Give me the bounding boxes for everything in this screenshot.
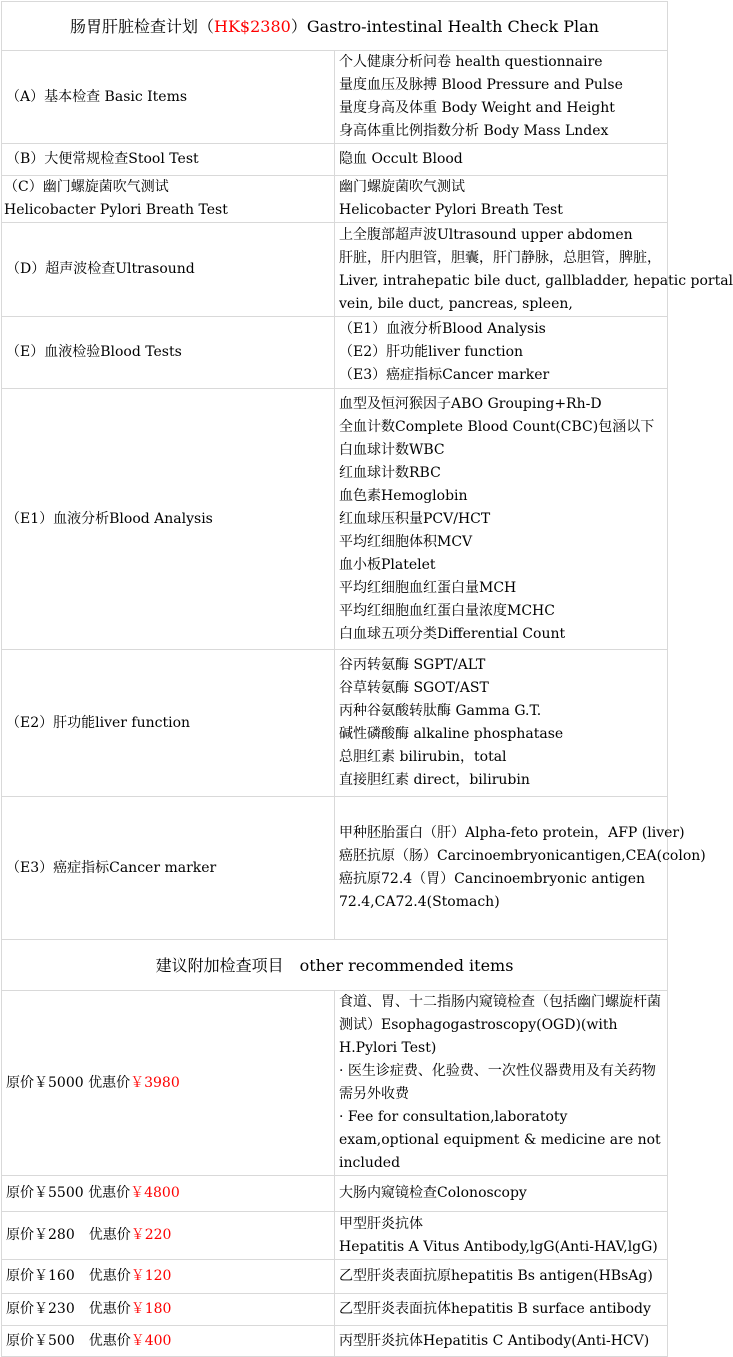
- original-price: 原价￥5500 优惠价: [6, 1185, 131, 1201]
- list-item: vein, bile duct, pancreas, spleen,: [339, 295, 573, 312]
- list-item: 甲型肝炎抗体: [339, 1215, 423, 1232]
- row-items: [335, 1326, 668, 1357]
- list-item: 全血计数Complete Blood Count(CBC)包涵以下: [339, 418, 655, 435]
- list-item: 量度血压及脉搏 Blood Pressure and Pulse: [339, 77, 623, 93]
- row-label: （B）大便常规检查Stool Test: [2, 144, 335, 176]
- row-label: （E1）血液分析Blood Analysis: [2, 389, 335, 650]
- table-row: [2, 176, 668, 223]
- price-cell: [2, 1212, 335, 1260]
- list-item: 直接胆红素 direct，bilirubin: [339, 772, 530, 788]
- list-item: （E3）癌症指标Cancer marker: [339, 367, 550, 383]
- list-item: 血色素Hemoglobin: [339, 487, 468, 504]
- list-item: 红血球计数RBC: [339, 464, 441, 481]
- list-item: · 医生诊症费、化验费、一次性仪器费用及有关药物需另外收费: [339, 1063, 656, 1102]
- list-item: 谷丙转氨酶 SGPT/ALT: [339, 657, 486, 673]
- table-row: [2, 650, 668, 797]
- price-cell: [2, 1260, 335, 1294]
- list-item: 上全腹部超声波Ultrasound upper abdomen: [339, 226, 633, 243]
- list-item: Helicobacter Pylori Breath Test: [339, 202, 563, 218]
- price-cell: [2, 1294, 335, 1326]
- list-item: 白血球计数WBC: [339, 441, 445, 458]
- plan-table: [1, 1, 733, 1357]
- other-items-heading: 建议附加检查项目 other recommended items: [2, 940, 668, 991]
- row-items: [335, 1260, 668, 1294]
- row-items: [335, 1176, 668, 1212]
- row-items: [335, 389, 668, 650]
- row-items: [335, 144, 668, 176]
- list-item: 肝脏，肝内胆管，胆囊，肝门静脉，总胆管，脾脏，: [339, 249, 661, 266]
- sale-price: ￥220: [130, 1227, 172, 1243]
- row-items: [335, 1212, 668, 1260]
- list-item: 平均红细胞血红蛋白量MCH: [339, 579, 517, 596]
- row-items: [335, 51, 668, 144]
- table-row: [2, 1176, 668, 1212]
- sale-price: ￥120: [130, 1268, 172, 1284]
- list-item: Hepatitis A Vitus Antibody,lgG(Anti-HAV,lgG): [339, 1238, 658, 1255]
- list-item: 乙型肝炎表面抗体hepatitis B surface antibody: [339, 1301, 651, 1317]
- plan-title: 肠胃肝脏检查计划（HK$2380）Gastro-intestinal Health Check Plan: [2, 2, 668, 51]
- table-row: [2, 51, 668, 144]
- list-item: 总胆红素 bilirubin，total: [339, 749, 507, 765]
- list-item: Liver, intrahepatic bile duct, gallbladder, hepatic portal: [339, 272, 733, 289]
- price-cell: [2, 1176, 335, 1212]
- table-row: [2, 317, 668, 389]
- row-label: （E2）肝功能liver function: [2, 650, 335, 797]
- list-item: 癌抗原72.4（胃）Cancinoembryonic antigen: [339, 871, 646, 887]
- sale-price: ￥400: [130, 1332, 172, 1349]
- list-item: · Fee for consultation,laboratoty exam,optional equipment & medicine are not included: [339, 1109, 661, 1171]
- row-label: （E）血液检验Blood Tests: [2, 317, 335, 389]
- original-price: 原价￥160 优惠价: [6, 1268, 131, 1284]
- list-item: 大肠内窥镜检查Colonoscopy: [339, 1185, 527, 1201]
- list-item: 红血球压积量PCV/HCT: [339, 510, 491, 527]
- row-items: [335, 797, 706, 940]
- list-item: 癌胚抗原（肠）Carcinoembryonicantigen,CEA(colon): [339, 848, 706, 864]
- row-items: [335, 991, 668, 1176]
- list-item: 量度身高及体重 Body Weight and Height: [339, 100, 615, 116]
- list-item: 72.4,CA72.4(Stomach): [339, 894, 500, 910]
- sale-price: ￥4800: [130, 1185, 180, 1201]
- row-label: （A）基本检查 Basic Items: [2, 51, 335, 144]
- list-item: 个人健康分析问卷 health questionnaire: [339, 54, 603, 70]
- sale-price: ￥180: [130, 1301, 172, 1317]
- list-item: 血小板Platelet: [339, 556, 436, 573]
- table-row: [2, 1212, 668, 1260]
- table-row: [2, 389, 668, 650]
- sale-price: ￥3980: [130, 1074, 180, 1091]
- table-row: [2, 1326, 668, 1357]
- table-row: [2, 1260, 668, 1294]
- list-item: 丙种谷氨酸转肽酶 Gamma G.T.: [339, 703, 542, 719]
- price-cell: [2, 1326, 335, 1357]
- list-item: 碱性磷酸酶 alkaline phosphatase: [339, 726, 564, 742]
- original-price: 原价￥280 优惠价: [6, 1227, 131, 1243]
- plan-price: HK$2380: [214, 16, 291, 36]
- list-item: （E1）血液分析Blood Analysis: [339, 321, 546, 337]
- list-item: 隐血 Occult Blood: [339, 151, 463, 167]
- table-row: [2, 223, 668, 317]
- row-label: （E3）癌症指标Cancer marker: [2, 797, 335, 940]
- list-item: 平均红细胞血红蛋白量浓度MCHC: [339, 602, 555, 619]
- list-item: 谷草转氨酶 SGOT/AST: [339, 680, 489, 696]
- title-row: [2, 2, 668, 51]
- table-row: [2, 1294, 668, 1326]
- list-item: 丙型肝炎抗体Hepatitis C Antibody(Anti-HCV): [339, 1332, 650, 1349]
- list-item: 幽门螺旋菌吹气测试: [339, 179, 465, 195]
- table-row: [2, 991, 668, 1176]
- other-items-heading-row: [2, 940, 668, 991]
- list-item: 甲种胚胎蛋白（肝）Alpha-feto protein，AFP (liver): [339, 825, 685, 841]
- price-cell: [2, 991, 335, 1176]
- original-price: 原价￥230 优惠价: [6, 1301, 131, 1317]
- list-item: 血型及恒河猴因子ABO Grouping+Rh-D: [339, 395, 602, 412]
- row-items: [335, 317, 668, 389]
- table-row: [2, 144, 668, 176]
- row-items: [335, 650, 668, 797]
- original-price: 原价￥500 优惠价: [6, 1332, 131, 1349]
- list-item: 食道、胃、十二指肠内窥镜检查（包括幽门螺旋杆菌测试）Esophagogastroscopy(OGD)(with H.Pylori Test): [339, 994, 661, 1056]
- list-item: （E2）肝功能liver function: [339, 344, 524, 360]
- row-items: [335, 176, 668, 223]
- list-item: 平均红细胞体积MCV: [339, 533, 473, 550]
- health-check-plan: [1, 1, 733, 1350]
- row-items: [335, 1294, 668, 1326]
- list-item: 白血球五项分类Differential Count: [339, 625, 566, 642]
- row-items: [335, 223, 733, 317]
- table-row: [2, 797, 668, 940]
- original-price: 原价￥5000 优惠价: [6, 1074, 131, 1091]
- list-item: 身高体重比例指数分析 Body Mass Lndex: [339, 123, 609, 139]
- row-label: （D）超声波检查Ultrasound: [2, 223, 335, 317]
- row-label: （C）幽门螺旋菌吹气测试 Helicobacter Pylori Breath Test: [2, 176, 335, 223]
- list-item: 乙型肝炎表面抗原hepatitis Bs antigen(HBsAg): [339, 1268, 653, 1284]
